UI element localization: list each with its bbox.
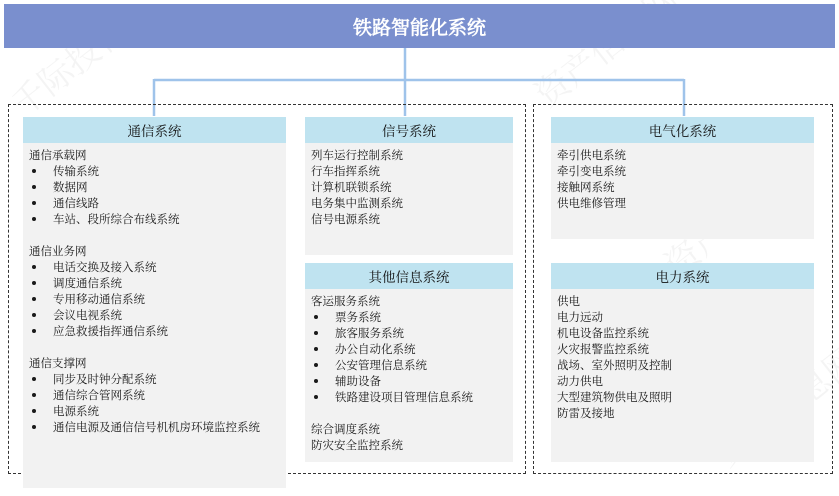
list-item: 列车运行控制系统 (311, 148, 403, 162)
section-heading: 客运服务系统 (311, 294, 380, 308)
panel-electrification-body (551, 143, 814, 239)
list-item: 防灾安全监控系统 (311, 438, 403, 452)
list-item: 战场、室外照明及控制 (557, 358, 672, 372)
list-item: 牵引供电系统 (557, 148, 626, 162)
list-item: 电源系统 (29, 403, 280, 419)
list-item: 防雷及接地 (557, 406, 615, 420)
panel-signal (305, 117, 513, 255)
panel-power-body (551, 289, 814, 462)
list-item: 辅助设备 (311, 373, 507, 389)
list-item: 同步及时钟分配系统 (29, 371, 280, 387)
list-item: 车站、段所综合布线系统 (29, 211, 280, 227)
section-heading: 通信业务网 (29, 244, 87, 258)
list-item: 牵引变电系统 (557, 164, 626, 178)
list-item: 行车指挥系统 (311, 164, 380, 178)
list-item: 信号电源系统 (311, 212, 380, 226)
list-item: 会议电视系统 (29, 307, 280, 323)
list-item: 铁路建设项目管理信息系统 (311, 389, 507, 405)
panel-signal-body (305, 143, 513, 255)
list-item: 通信电源及通信信号机机房环境监控系统 (29, 419, 280, 435)
panel-power (551, 263, 814, 462)
panel-communication-body (23, 143, 286, 488)
section-heading: 通信承载网 (29, 148, 87, 162)
panel-other-info-title: 其他信息系统 (305, 263, 513, 289)
list-item: 通信综合管网系统 (29, 387, 280, 403)
diagram-title: 铁路智能化系统 (4, 4, 835, 48)
panel-other-info (305, 263, 513, 462)
list-item: 动力供电 (557, 374, 603, 388)
list-item: 电话交换及接入系统 (29, 259, 280, 275)
list-item: 大型建筑物供电及照明 (557, 390, 672, 404)
list-item: 接触网系统 (557, 180, 615, 194)
section-heading: 通信支撑网 (29, 356, 87, 370)
list-item: 调度通信系统 (29, 275, 280, 291)
panel-power-title: 电力系统 (551, 263, 814, 289)
list-item: 旅客服务系统 (311, 325, 507, 341)
list-item: 公安管理信息系统 (311, 357, 507, 373)
list-item: 专用移动通信系统 (29, 291, 280, 307)
list-item: 通信线路 (29, 195, 280, 211)
list-item: 应急救援指挥通信系统 (29, 323, 280, 339)
list-item: 传输系统 (29, 163, 280, 179)
panel-electrification-title: 电气化系统 (551, 117, 814, 143)
panel-communication-title: 通信系统 (23, 117, 286, 143)
list-item: 票务系统 (311, 309, 507, 325)
panel-communication (23, 117, 286, 488)
list-item: 供电维修管理 (557, 196, 626, 210)
list-item: 电务集中监测系统 (311, 196, 403, 210)
list-item: 供电 (557, 294, 580, 308)
list-item: 火灾报警监控系统 (557, 342, 649, 356)
panel-other-info-body (305, 289, 513, 462)
panel-signal-title: 信号系统 (305, 117, 513, 143)
list-item: 电力远动 (557, 310, 603, 324)
list-item: 计算机联锁系统 (311, 180, 392, 194)
list-item: 办公自动化系统 (311, 341, 507, 357)
panel-electrification (551, 117, 814, 239)
list-item: 机电设备监控系统 (557, 326, 649, 340)
list-item: 数据网 (29, 179, 280, 195)
list-item: 综合调度系统 (311, 422, 380, 436)
